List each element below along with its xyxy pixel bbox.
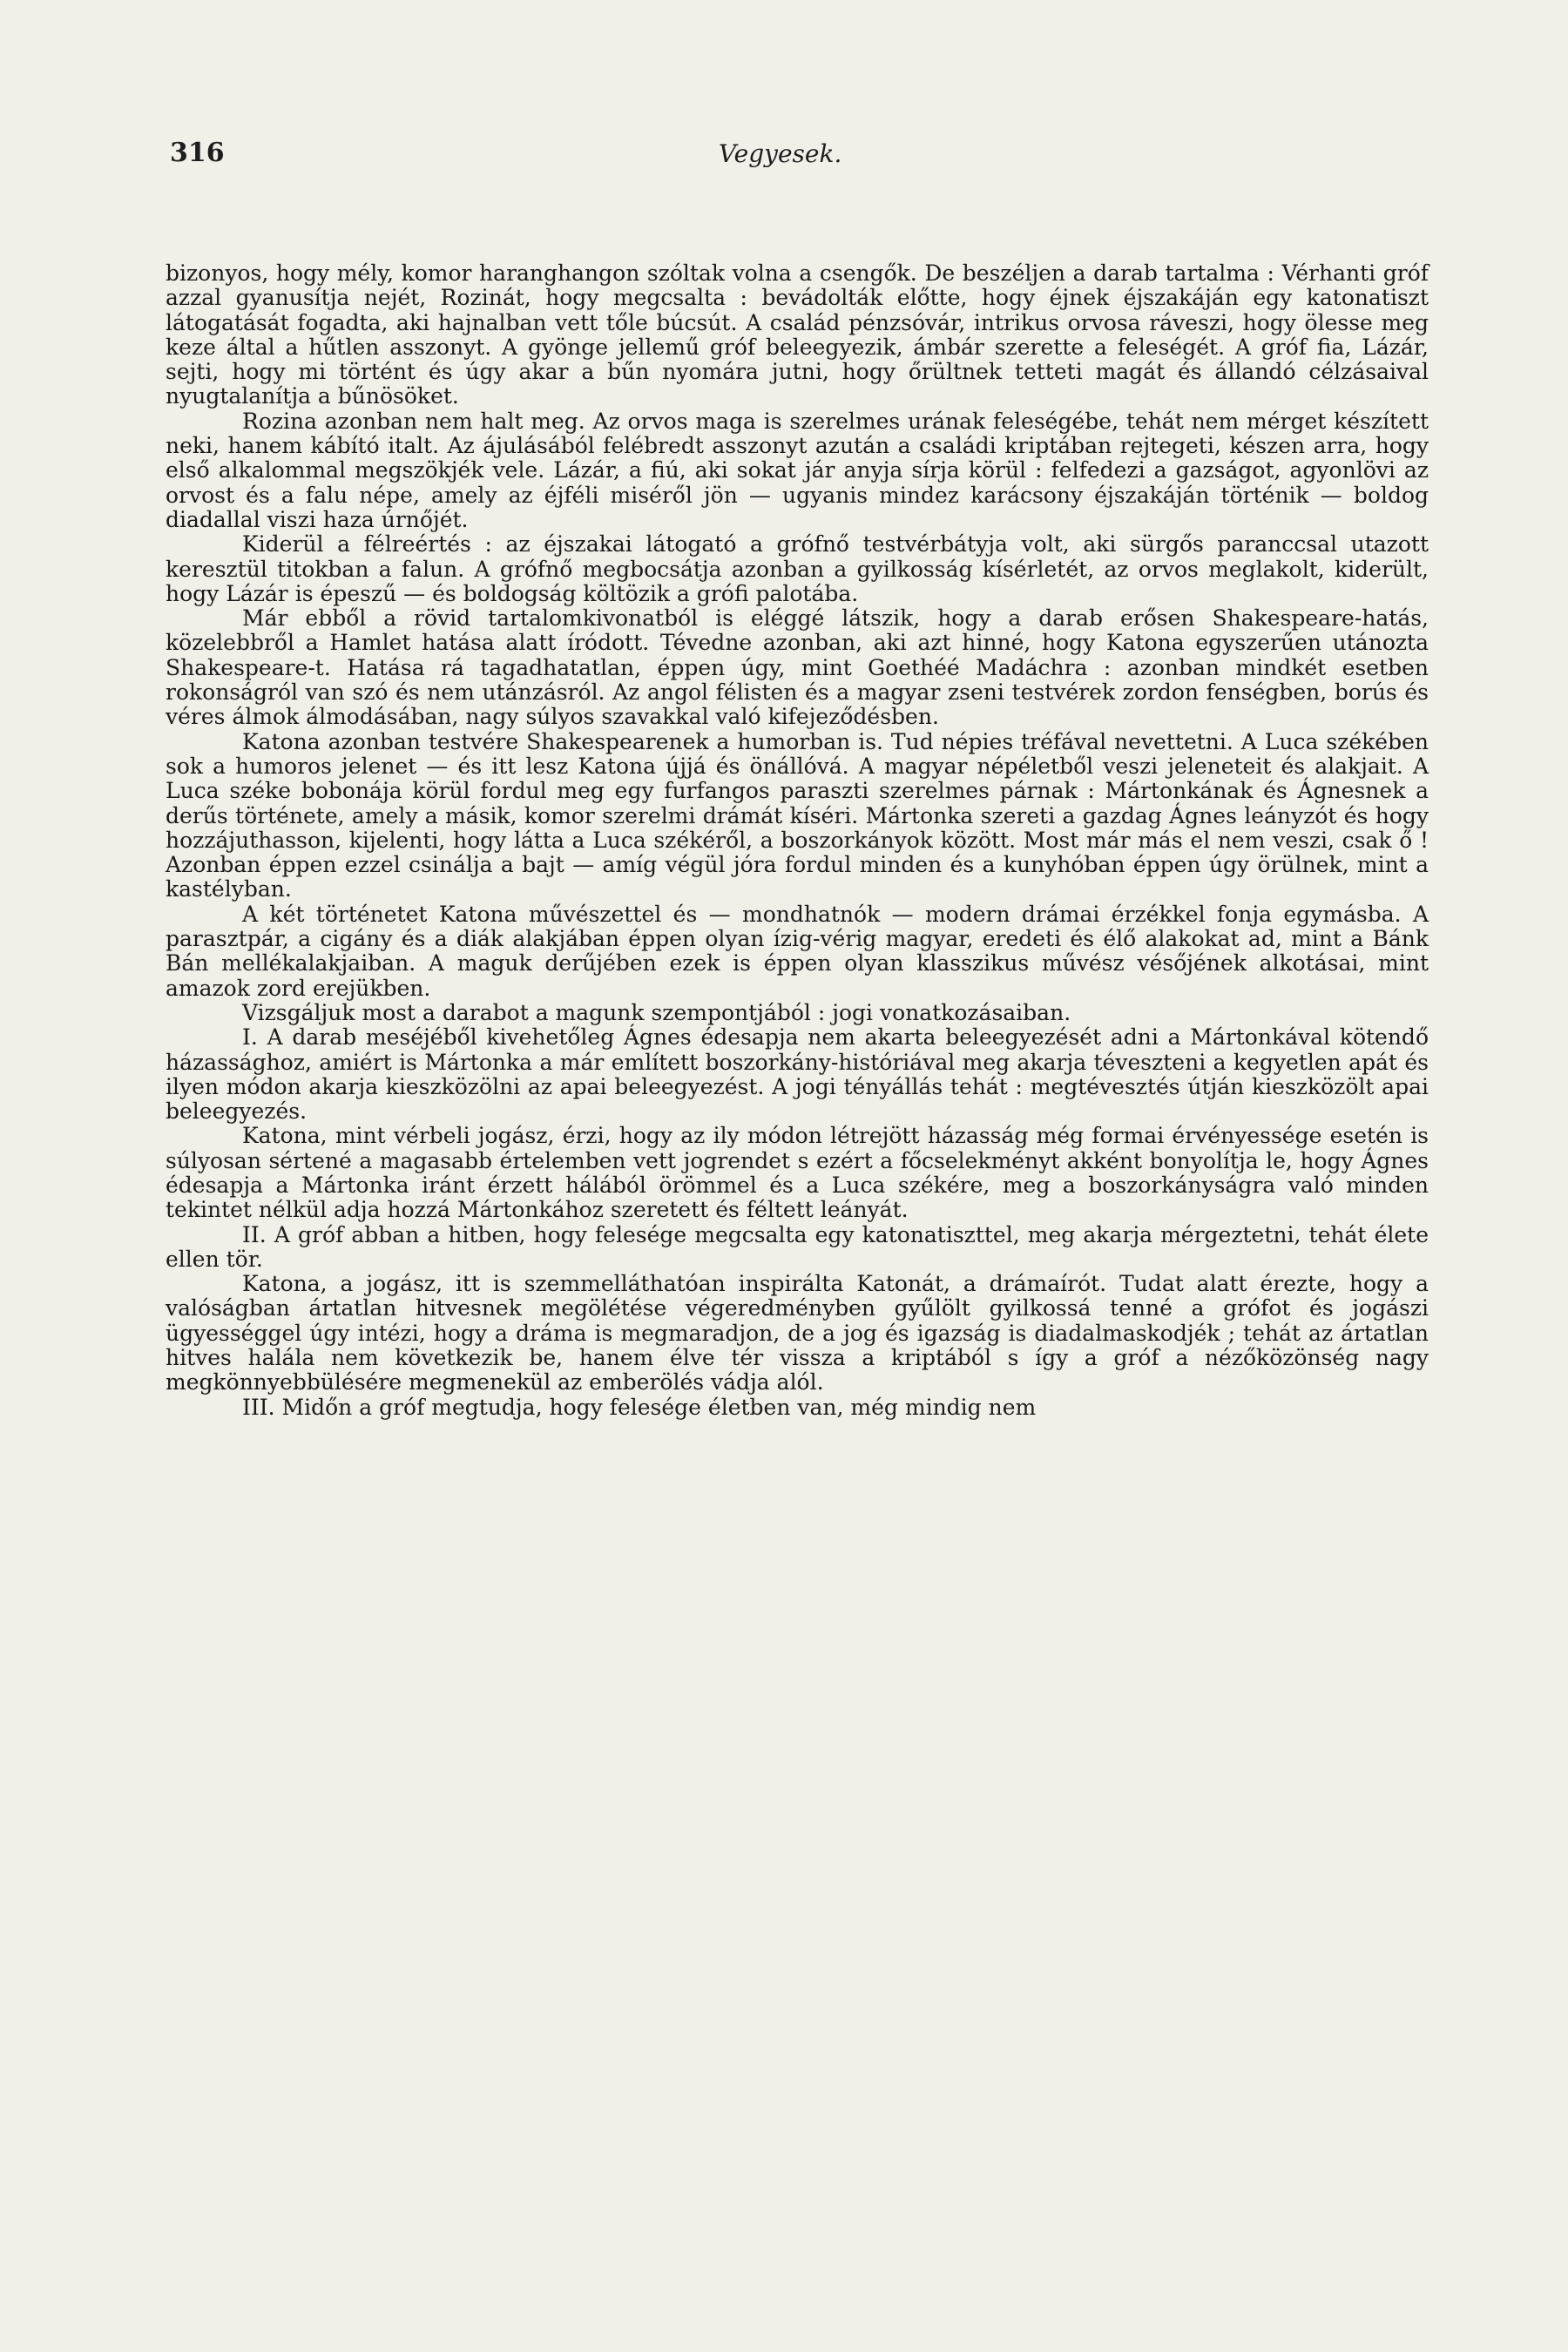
running-title: Vegyesek.: [719, 139, 842, 168]
paragraph: Rozina azonban nem halt meg. Az orvos maga is szerelmes urának feleségébe, tehát nem mérget készített neki, hanem kábító italt. Az ájulásából felébredt asszonyt azután a családi kriptában rejtegeti, készen arra, hogy első alkalommal megszökjék vele. Lázár, a fiú, aki sokat jár anyja sírja körül : felfedezi a gazságot, agyonlövi az orvost és a falu népe, amely az éjféli miséről jön — ugyanis mindez karácsony éjszakáján történik — boldog diadallal viszi haza úrnőjét.: [166, 408, 1429, 532]
paragraph-continuation: bizonyos, hogy mély, komor haranghangon szóltak volna a csengők. De beszéljen a darab tartalma : Vérhanti gróf azzal gyanusítja nejét, Rozinát, hogy megcsalta : bevádolták előtte, hogy éjnek éjszakáján egy katonatiszt látogatását fogadta, aki hajnalban vett tőle búcsút. A család pénzsóvár, intrikus orvosa ráveszi, hogy ölesse meg keze által a hűtlen asszonyt. A gyönge jellemű gróf beleegyezik, ámbár szerette a feleségét. A gróf fia, Lázár, sejti, hogy mi történt és úgy akar a bűn nyomára jutni, hogy őrültnek tetteti magát és állandó célzásaival nyugtalanítja a bűnösöket.: [166, 260, 1429, 409]
paragraph: Vizsgáljuk most a darabot a magunk szempontjából : jogi vonatkozásaiban.: [242, 999, 1071, 1025]
paragraph: A két történetet Katona művészettel és — mondhatnók — modern drámai érzékkel fonja egymásba. A parasztpár, a cigány és a diák alakjában éppen olyan ízig-vérig magyar, eredeti és élő alakokat ad, mint a Bánk Bán mellékalakjaiban. A maguk derűjében ezek is éppen olyan klasszikus művész vésőjének alkotásai, mint amazok zord erejükben.: [166, 901, 1429, 1001]
paragraph: Katona, mint vérbeli jogász, érzi, hogy az ily módon létrejött házasság még formai érvényessége esetén is súlyosan sértené a magasabb értelemben vett jogrendet s ezért a főcselekményt akként bonyolítja le, hogy Ágnes édesapja a Mártonka iránt érzett hálából örömmel és a Luca székére, meg a boszorkányságra való minden tekintet nélkül adja hozzá Mártonkához szeretett és féltett leányát.: [166, 1123, 1429, 1223]
paragraph: III. Midőn a gróf megtudja, hogy felesége életben van, még mindig nem: [242, 1394, 1037, 1420]
paragraph: Katona azonban testvére Shakespearenek a humorban is. Tud népies tréfával nevettetni. A Luca székében sok a humoros jelenet — és itt lesz Katona újjá és önállóvá. A magyar népéletből veszi jeleneteit és alakjait. A Luca széke bobonája körül fordul meg egy furfangos paraszti szerelmes párnak : Mártonkának és Ágnesnek a derűs története, amely a másik, komor szerelmi drámát kíséri. Mártonka szereti a gazdag Ágnes leányzót és hogy hozzájuthasson, kijelenti, hogy látta a Luca székéről, a boszorkányok között. Most már más el nem veszi, csak ő ! Azonban éppen ezzel csinálja a bajt — amíg végül jóra fordul minden és a kunyhóban éppen úgy örülnek, mint a kastélyban.: [166, 728, 1429, 902]
paragraph: Már ebből a rövid tartalomkivonatból is eléggé látszik, hogy a darab erősen Shakespeare-hatás, közelebbről a Hamlet hatása alatt íródott. Tévedne azonban, aki azt hinné, hogy Katona egyszerűen utánozta Shakespeare-t. Hatása rá tagadhatatlan, éppen úgy, mint Goethéé Madáchra : azonban mindkét esetben rokonságról van szó és nem utánzásról. Az angol félisten és a magyar zseni testvérek zordon fenségben, borús és véres álmok álmodásában, nagy súlyos szavakkal való kifejeződésben.: [166, 605, 1429, 730]
paragraph: Katona, a jogász, itt is szemmelláthatóan inspirálta Katonát, a drámaírót. Tudat alatt érezte, hogy a valóságban ártatlan hitvesnek megölétése végeredményben gyűlölt gyilkossá tenné a grófot és jogászi ügyességgel úgy intézi, hogy a dráma is megmaradjon, de a jog és igazság is diadalmaskodjék ; tehát az ártatlan hitves halála nem következik be, hanem élve tér vissza a kriptából s így a gróf a nézőközönség nagy megkönnyebbülésére megmenekül az emberölés vádja alól.: [166, 1271, 1429, 1396]
paragraph: I. A darab meséjéből kivehetőleg Ágnes édesapja nem akarta beleegyezését adni a Mártonkával kötendő házassághoz, amiért is Mártonka a már említett boszorkány-históriával meg akarja téveszteni a kegyetlen apát és ilyen módon akarja kieszközölni az apai beleegyezést. A jogi tényállás tehát : megtévesztés útján kieszközölt apai beleegyezés.: [166, 1024, 1429, 1125]
body-text: [166, 261, 1429, 1420]
running-head: [170, 138, 1424, 172]
page-number: 316: [170, 138, 225, 168]
paragraph: Kiderül a félreértés : az éjszakai látogató a grófnő testvérbátyja volt, aki sürgős paranccsal utazott keresztül titokban a falun. A grófnő megbocsátja azonban a gyilkosság kísérletét, az orvos meglakolt, kiderült, hogy Lázár is épeszű — és boldogság költözik a grófi palotába.: [166, 531, 1429, 606]
paragraph: II. A gróf abban a hitben, hogy felesége megcsalta egy katonatiszttel, meg akarja mérgeztetni, tehát élete ellen tör.: [166, 1221, 1429, 1272]
